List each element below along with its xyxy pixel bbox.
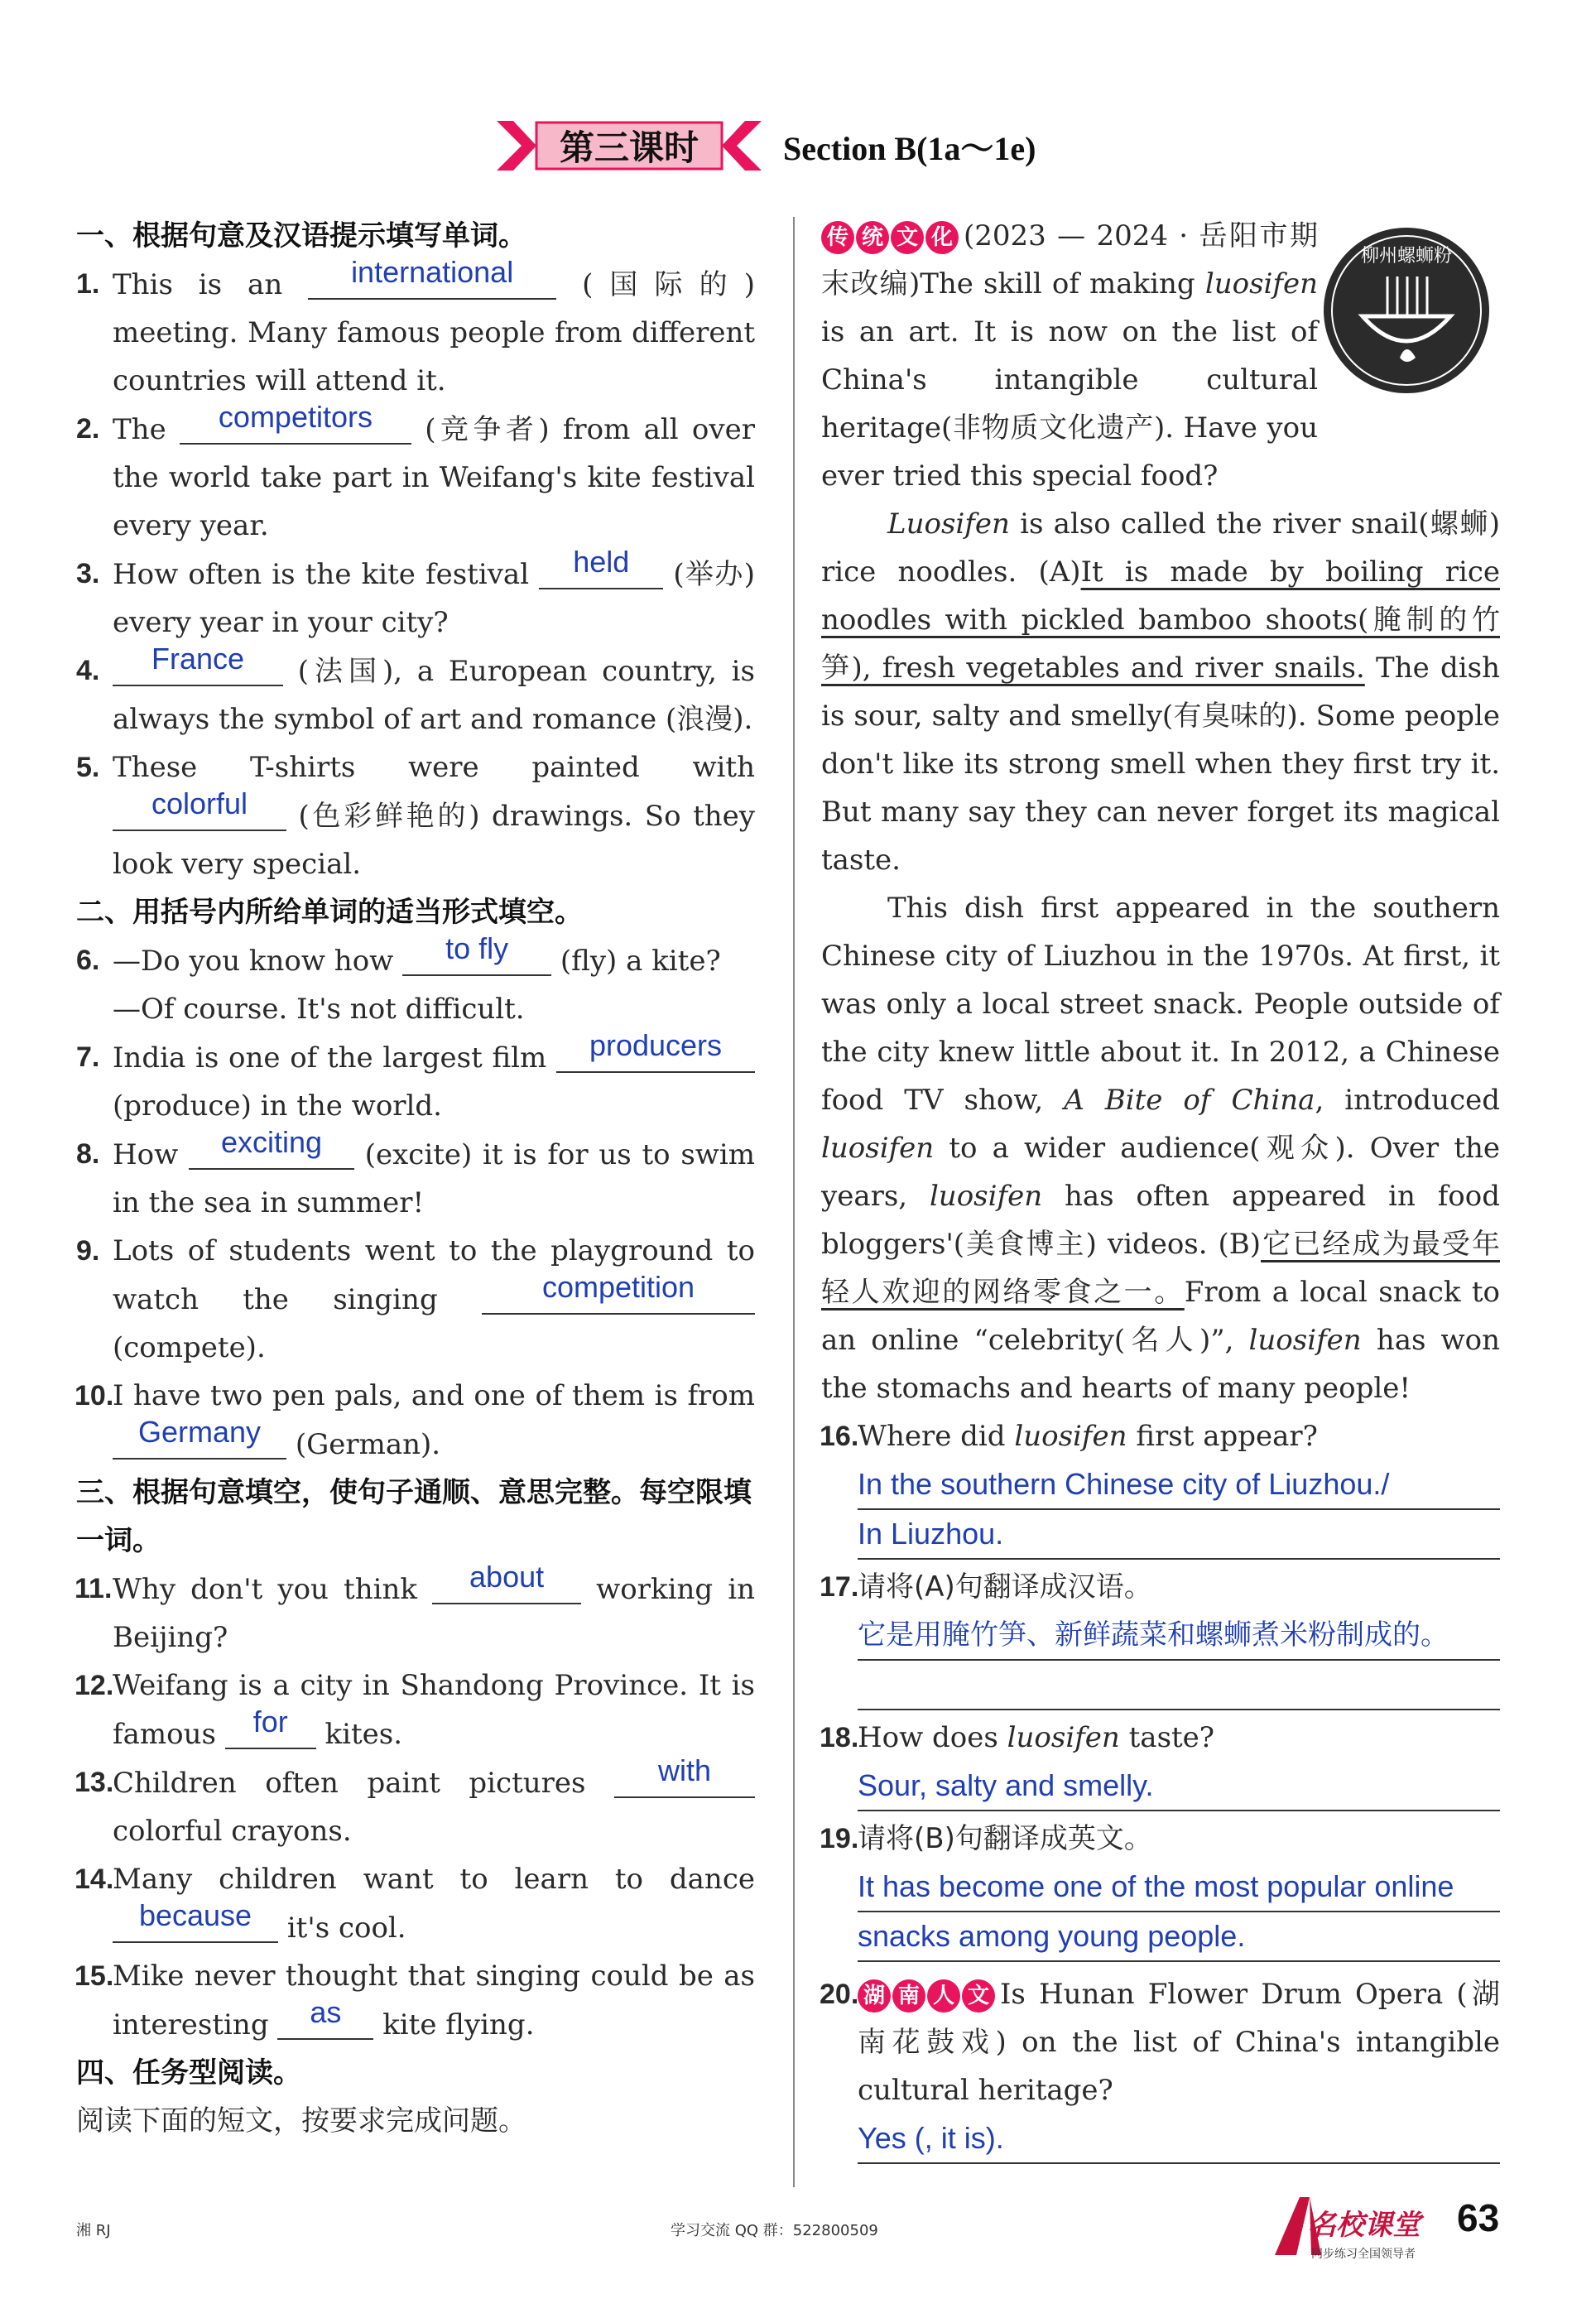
answer-blank: competition <box>482 1275 755 1315</box>
question-7: 7. India is one of the largest film producers (produce) in the world. <box>76 1033 755 1130</box>
question-4: 4. France (法国), a European country, is always the symbol of art and romance (浪漫). <box>76 642 755 736</box>
page-number: 63 <box>1457 2196 1500 2239</box>
sentence-b: 它已经成为最受年轻人欢迎的网络零食之一。 <box>821 1228 1500 1309</box>
question-13: 13. Children often paint pictures with colorful crayons. <box>76 1758 755 1855</box>
edition-label: 湘 RJ <box>76 2222 111 2239</box>
part3-heading: 三、根据句意填空，使句子通顺、意思完整。每空限填一词。 <box>76 1476 752 1557</box>
answer-blank: as <box>277 2000 373 2040</box>
answer-19-line-2: snacks among young people. <box>858 1912 1500 1962</box>
sentence-a: It is made by boiling rice noodles with pickled bamboo shoots(腌制的竹笋), fresh vegetables and river snails. <box>821 555 1500 685</box>
answer-blank: with <box>614 1758 755 1798</box>
answer-19-line-1: It has become one of the most popular online <box>858 1863 1500 1912</box>
answer-17-line-2 <box>858 1661 1500 1710</box>
answer-blank: to fly <box>402 936 551 976</box>
reading-paragraph-3: This dish first appeared in the southern Chinese city of Liuzhou in the 1970s. At first, it was only a local street snack. People outside of the city knew little about it. In 2012, a Chinese food TV show, A Bite of China, introduced luosifen to a wider audience(观众). Over the years, luosifen has often appeared in food bloggers'(美食博主) videos. (B)它已经成为最受年轻人欢迎的网络零食之一。From a local snack to an online “celebrity(名人)”, luosifen has won the stomachs and hearts of many people! <box>821 892 1500 1405</box>
brand-name: 名校课堂 <box>1308 2209 1421 2242</box>
question-18: 18. How does luosifen taste? <box>820 1721 1215 1754</box>
answer-blank: because <box>113 1903 278 1943</box>
question-19: 19. 请将(B)句翻译成英文。 <box>820 1822 1152 1855</box>
question-12: 12. Weifang is a city in Shandong Province. It is famous for kites. <box>75 1669 755 1751</box>
answer-blank: held <box>539 550 663 589</box>
answer-20: Yes (, it is). <box>858 2114 1500 2164</box>
reading-paragraph-2: Luosifen is also called the river snail(螺蛳) rice noodles. (A)It is made by boiling rice noodles with pickled bamboo shoots(腌制的竹笋), fresh vegetables and river snails. The dish is sour, salty and smelly(有臭味的). Some people don't like its strong smell when they first try it. But many say they can never forget its magical taste. <box>821 507 1500 877</box>
answer-blank: competitors <box>180 405 411 445</box>
part4-instruction: 阅读下面的短文，按要求完成问题。 <box>76 2104 526 2138</box>
lesson-label: 第三课时 <box>559 127 699 168</box>
question-17: 17. 请将(A)句翻译成汉语。 <box>820 1570 1152 1604</box>
question-11: 11. Why don't you think about working in Beijing? <box>75 1560 755 1654</box>
question-10: 10. I have two pen pals, and one of them is from Germany (German). <box>75 1379 755 1461</box>
question-20: 20. 湖 南 人 文 Is Hunan Flower Drum Opera (湖南花鼓戏) on the list of China's intangible cultural heritage? <box>820 1978 1500 2107</box>
brand-tagline: 同步练习全国领导者 <box>1311 2248 1416 2261</box>
question-5: 5. These T-shirts were painted with colorful (色彩鲜艳的) drawings. So they look very special. <box>76 751 755 881</box>
hunan-culture-badge: 湖 南 人 文 <box>858 1979 995 2013</box>
question-1: 1. This is an international (国际的) meeting. Many famous people from different countries will attend it. <box>76 255 756 397</box>
answer-blank: Germany <box>113 1420 286 1460</box>
answer-16-line-2: In Liuzhou. <box>858 1510 1500 1560</box>
svg-text:柳州螺蛳粉: 柳州螺蛳粉 <box>1360 246 1453 267</box>
answer-blank: colorful <box>113 791 286 831</box>
right-column <box>821 212 1500 2164</box>
question-15: 15. Mike never thought that singing could be as interesting as kite flying. <box>75 1960 755 2041</box>
question-3: 3. How often is the kite festival held (举办) every year in your city? <box>76 545 756 639</box>
answer-blank: France <box>113 647 283 686</box>
column-divider <box>793 217 795 2187</box>
answer-blank: international <box>308 260 556 300</box>
qq-group-label: 学习交流 QQ 群：522800509 <box>671 2222 878 2239</box>
answer-16-line-1: In the southern Chinese city of Liuzhou./ <box>858 1460 1500 1510</box>
answer-blank: about <box>432 1565 581 1604</box>
question-2: 2. The competitors (竞争者) from all over the world take part in Weifang's kite festival every year. <box>76 400 755 542</box>
question-9: 9. Lots of students went to the playground to watch the singing competition (compete). <box>76 1234 755 1364</box>
answer-blank: exciting <box>189 1130 354 1170</box>
section-title: Section B(1a～1e) <box>783 130 1036 167</box>
question-6: 6. —Do you know how to fly (fly) a kite? —Of course. It's not difficult. <box>76 931 721 1026</box>
answer-17-line-1: 它是用腌竹笋、新鲜蔬菜和螺蛳煮米粉制成的。 <box>858 1611 1500 1661</box>
reading-source: 传 统 文 化 (2023 — 2024 · 岳阳市期末改编)The skill of making luosifen is an art. It is now on the list of China's intangible cultural heritage(非物质文化遗产). Have you ever tried this special food? <box>821 219 1318 493</box>
part2-heading: 二、用括号内所给单词的适当形式填空。 <box>76 896 583 929</box>
left-column <box>76 212 755 2145</box>
answer-18: Sour, salty and smelly. <box>858 1762 1500 1811</box>
part4-heading: 四、任务型阅读。 <box>76 2056 301 2090</box>
question-16: 16. Where did luosifen first appear? <box>820 1420 1318 1453</box>
answer-blank: for <box>225 1710 316 1749</box>
answer-blank: producers <box>556 1033 755 1073</box>
question-8: 8. How exciting (excite) it is for us to swim in the sea in summer! <box>76 1125 756 1219</box>
traditional-culture-badge: 传 统 文 化 <box>821 221 959 254</box>
question-14: 14. Many children want to learn to dance because it's cool. <box>75 1863 755 1945</box>
part1-heading: 一、根据句意及汉语提示填写单词。 <box>76 219 526 252</box>
